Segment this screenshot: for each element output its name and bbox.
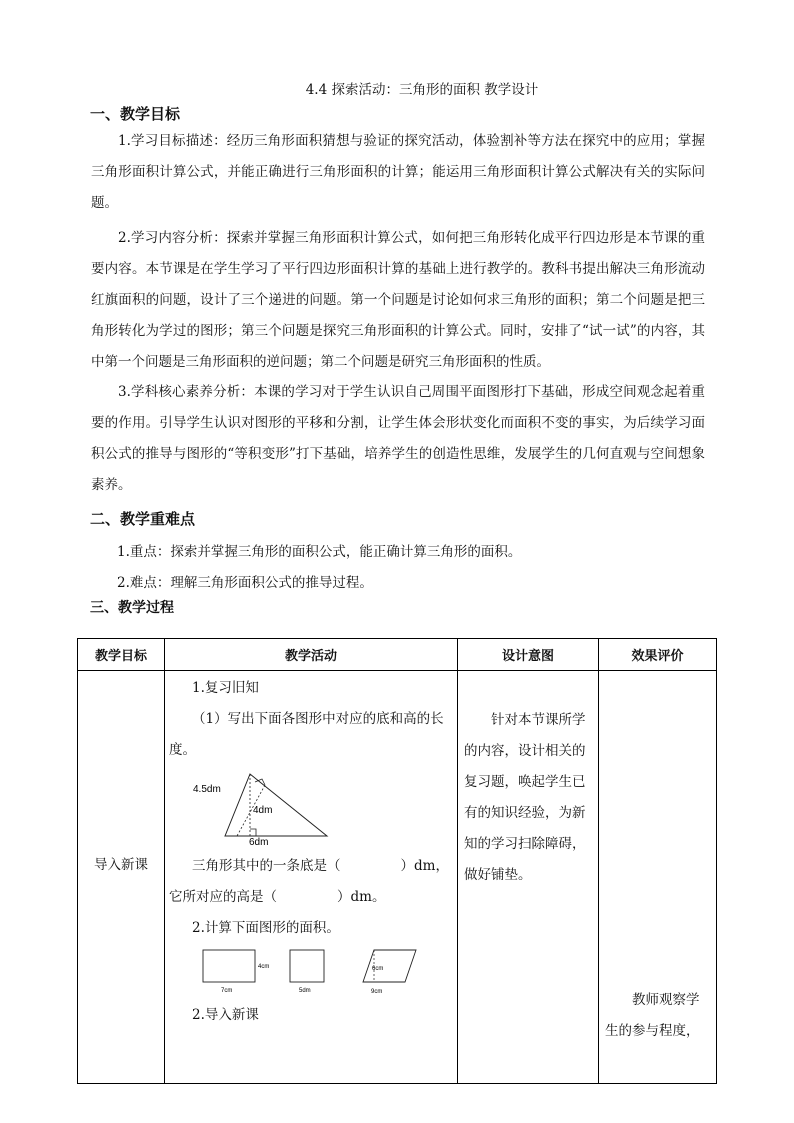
para-height-label: 6cm — [372, 966, 384, 972]
page-title: 4.4 探索活动：三角形的面积 教学设计 — [305, 82, 539, 98]
table-row — [78, 671, 717, 1084]
activity-intro: 2.导入新课 — [192, 1007, 259, 1023]
slant-label: 4.5dm — [193, 784, 221, 795]
shapes-figure — [165, 944, 455, 1000]
design-cell — [458, 671, 599, 1084]
process-table — [77, 638, 717, 1084]
difficult-point: 2.难点：理解三角形面积公式的推导过程。 — [117, 575, 373, 591]
evaluation-cell — [599, 671, 717, 1084]
activity-question-1: （1）写出下面各图形中对应的底和高的长度。 — [169, 711, 444, 758]
key-point: 1.重点：探索并掌握三角形的面积公式，能正确计算三角形的面积。 — [117, 544, 522, 560]
activity-cell — [165, 671, 458, 1084]
goal-paragraph-3: 3.学科核心素养分析：本课的学习对于学生认识自己周围平面图形打下基础，形成空间观念起着重要的作用。引导学生认识对图形的平移和分割，让学生体会形状变化而面积不变的事实，为后续学习面积公式的推导与图形的“等积变形”打下基础，培养学生的创造性思维，发展学生的几何直观与空间想象素养。 — [91, 384, 705, 493]
activity-compute: 2.计算下面图形的面积。 — [192, 920, 340, 936]
evaluation-text: 教师观察学生的参与程度， — [605, 992, 700, 1039]
goal-paragraph-1: 1.学习目标描述：经历三角形面积猜想与验证的探究活动，体验割补等方法在探究中的应用；掌握三角形面积计算公式，并能正确进行三角形面积的计算；能运用三角形面积计算公式解决有关的实际问题。 — [91, 133, 705, 211]
header-evaluation: 效果评价 — [599, 639, 717, 671]
triangle-figure — [165, 766, 455, 846]
header-goal: 教学目标 — [78, 639, 165, 671]
goal-cell — [78, 671, 165, 1084]
header-activity: 教学活动 — [165, 639, 458, 671]
section-heading-goals: 一、教学目标 — [90, 105, 181, 123]
goal-text: 导入新课 — [94, 857, 148, 873]
para-base-label: 9cm — [371, 989, 383, 995]
base-label: 6dm — [249, 837, 269, 846]
rect-height-label: 4cm — [258, 964, 270, 970]
section-heading-key-points: 二、教学重难点 — [90, 510, 196, 528]
header-design: 设计意图 — [458, 639, 599, 671]
goal-paragraph-2: 2.学习内容分析：探索并掌握三角形面积计算公式，如何把三角形转化成平行四边形是本节课的重要内容。本节课是在学生学习了平行四边形面积计算的基础上进行教学的。教科书提出解决三角形流动红旗面积的问题，设计了三个递进的问题。第一个问题是讨论如何求三角形的面积；第二个问题是把三角形转化为学过的图形；第三个问题是探究三角形面积的计算公式。同时，安排了“试一试”的内容，其中第一个问题是三角形面积的逆问题；第二个问题是研究三角形面积的性质。 — [91, 230, 705, 370]
design-text: 针对本节课所学的内容，设计相关的复习题，唤起学生已有的知识经验，为新知的学习扫除障碍，做好铺垫。 — [464, 712, 586, 883]
square-label: 5dm — [299, 988, 311, 994]
activity-fill-2: 它所对应的高是（ ）dm。 — [169, 889, 386, 905]
activity-fill-1: 三角形其中的一条底是（ ）dm， — [192, 858, 449, 874]
rect-width-label: 7cm — [221, 988, 233, 994]
table-header-row — [78, 639, 717, 671]
activity-review: 1.复习旧知 — [192, 680, 259, 696]
height-label: 4dm — [253, 805, 273, 816]
section-heading-process: 三、教学过程 — [90, 600, 174, 616]
